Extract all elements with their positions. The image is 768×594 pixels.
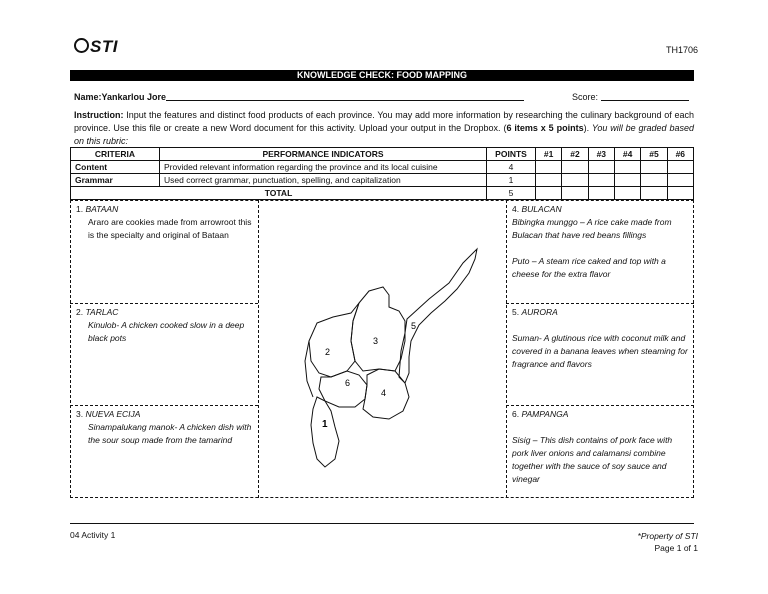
item-number: 5.	[512, 307, 520, 317]
instruction-label: Instruction:	[74, 110, 124, 120]
col-criteria: CRITERIA	[71, 148, 160, 161]
footer-property	[638, 530, 698, 554]
col-item-2: #2	[562, 148, 588, 161]
province-name: NUEVA ECIJA	[85, 409, 141, 419]
name-underline	[166, 91, 524, 101]
score-field[interactable]	[601, 91, 689, 101]
name-label: Name:	[74, 92, 102, 102]
score-cell[interactable]	[562, 161, 588, 174]
province-food-text: Sinampalukang manok- A chicken dish with the sour soup made from the tamarind	[88, 422, 252, 445]
score-line	[572, 91, 689, 102]
item-number: 1.	[76, 204, 84, 214]
item-number: 2.	[76, 307, 84, 317]
instruction-text: Input the features and distinct food products of each province. You may add more information by researching the culinary background of each province. Use this file or create a new Word document for this activity. Upload your output in the Dropbox. (	[74, 110, 694, 133]
province-food-text: Araro are cookies made from arrowroot this is the specialty and original of Bataan	[88, 217, 252, 240]
criteria-cell: Grammar	[71, 174, 160, 187]
province-food-text: Bibingka munggo – A rice cake made from Bulacan that have red beans fillings	[512, 217, 672, 240]
map-region-pampanga	[319, 371, 367, 407]
footer-rule	[70, 523, 694, 524]
province-name: AURORA	[521, 307, 558, 317]
col-points: POINTS	[487, 148, 536, 161]
total-cell[interactable]	[536, 187, 562, 200]
total-cell[interactable]	[667, 187, 693, 200]
score-cell[interactable]	[614, 161, 640, 174]
points-cell: 4	[487, 161, 536, 174]
province-food-text: Puto – A steam rice caked and top with a cheese for the extra flavor	[512, 256, 666, 279]
item-number: 3.	[76, 409, 84, 419]
item-number: 4.	[512, 204, 520, 214]
col-item-1: #1	[536, 148, 562, 161]
total-cell[interactable]	[641, 187, 667, 200]
province-name: PAMPANGA	[521, 409, 569, 419]
document-code: TH1706	[665, 45, 698, 55]
col-item-6: #6	[667, 148, 693, 161]
name-value: Yankarlou Jore	[101, 92, 167, 102]
col-item-4: #4	[614, 148, 640, 161]
rubric-table	[70, 147, 694, 200]
instruction-close: ).	[583, 123, 590, 133]
footer-property-text: *Property of STI	[637, 531, 698, 541]
map-region-aurora	[399, 249, 477, 383]
total-label: TOTAL	[71, 187, 487, 200]
province-cell-aurora[interactable]	[506, 304, 694, 373]
province-cell-bulacan[interactable]	[506, 201, 694, 283]
score-cell[interactable]	[536, 174, 562, 187]
score-cell[interactable]	[667, 161, 693, 174]
col-item-5: #5	[641, 148, 667, 161]
instruction	[74, 109, 694, 148]
map-region-tarlac	[309, 303, 359, 377]
points-cell: 1	[487, 174, 536, 187]
map-label-3: 3	[373, 336, 379, 346]
province-cell-tarlac[interactable]	[70, 304, 258, 347]
province-cell-nueva-ecija[interactable]	[70, 406, 258, 449]
logo-text: STI	[90, 37, 118, 56]
score-cell[interactable]	[588, 161, 614, 174]
province-food-text: Suman- A glutinous rice with coconut milk and covered in a banana leaves when steaming for fragrance and flavors	[512, 333, 688, 369]
criteria-cell: Content	[71, 161, 160, 174]
province-name: BULACAN	[521, 204, 562, 214]
map-region-bataan	[311, 397, 339, 467]
map-region-outline	[305, 341, 313, 397]
map-label-2: 2	[325, 347, 331, 357]
instruction-points: 6 items x 5 points	[506, 123, 584, 133]
total-row	[71, 187, 694, 200]
total-cell[interactable]	[562, 187, 588, 200]
col-indicators: PERFORMANCE INDICATORS	[160, 148, 487, 161]
sti-logo	[74, 37, 118, 57]
province-name: TARLAC	[85, 307, 119, 317]
score-cell[interactable]	[641, 161, 667, 174]
name-line	[74, 91, 524, 102]
rubric-header-row	[71, 148, 694, 161]
score-cell[interactable]	[667, 174, 693, 187]
province-food-text: Kinulob- A chicken cooked slow in a deep black pots	[88, 320, 245, 343]
province-cell-pampanga[interactable]	[506, 406, 694, 488]
col-item-3: #3	[588, 148, 614, 161]
score-cell[interactable]	[641, 174, 667, 187]
footer-activity: 04 Activity 1	[70, 530, 116, 540]
province-food-text: Sisig – This dish contains of pork face with pork liver onions and calamansi combine together with the sauce of soy sauce and vinegar	[512, 435, 673, 484]
province-name: BATAAN	[85, 204, 119, 214]
province-cell-bataan[interactable]	[70, 201, 258, 244]
table-row	[71, 161, 694, 174]
total-cell[interactable]	[614, 187, 640, 200]
total-cell[interactable]	[588, 187, 614, 200]
footer-page-number: Page 1 of 1	[654, 543, 698, 553]
instruction-rubric-note: You will be graded based on this rubric:	[74, 123, 694, 146]
total-points: 5	[487, 187, 536, 200]
score-cell[interactable]	[614, 174, 640, 187]
map-label-1: 1	[322, 419, 328, 430]
score-label: Score:	[572, 92, 599, 102]
score-cell[interactable]	[562, 174, 588, 187]
map-label-5: 5	[411, 321, 417, 331]
indicator-cell: Provided relevant information regarding the province and its local cuisine	[160, 161, 487, 174]
map-region-nueva-ecija	[351, 287, 405, 371]
table-row	[71, 174, 694, 187]
page-title: KNOWLEDGE CHECK: FOOD MAPPING	[70, 70, 694, 81]
central-luzon-map	[259, 201, 505, 497]
item-number: 6.	[512, 409, 520, 419]
score-cell[interactable]	[588, 174, 614, 187]
map-label-6: 6	[345, 378, 351, 388]
indicator-cell: Used correct grammar, punctuation, spelling, and capitalization	[160, 174, 487, 187]
map-label-4: 4	[381, 388, 387, 398]
globe-icon	[74, 38, 89, 53]
score-cell[interactable]	[536, 161, 562, 174]
